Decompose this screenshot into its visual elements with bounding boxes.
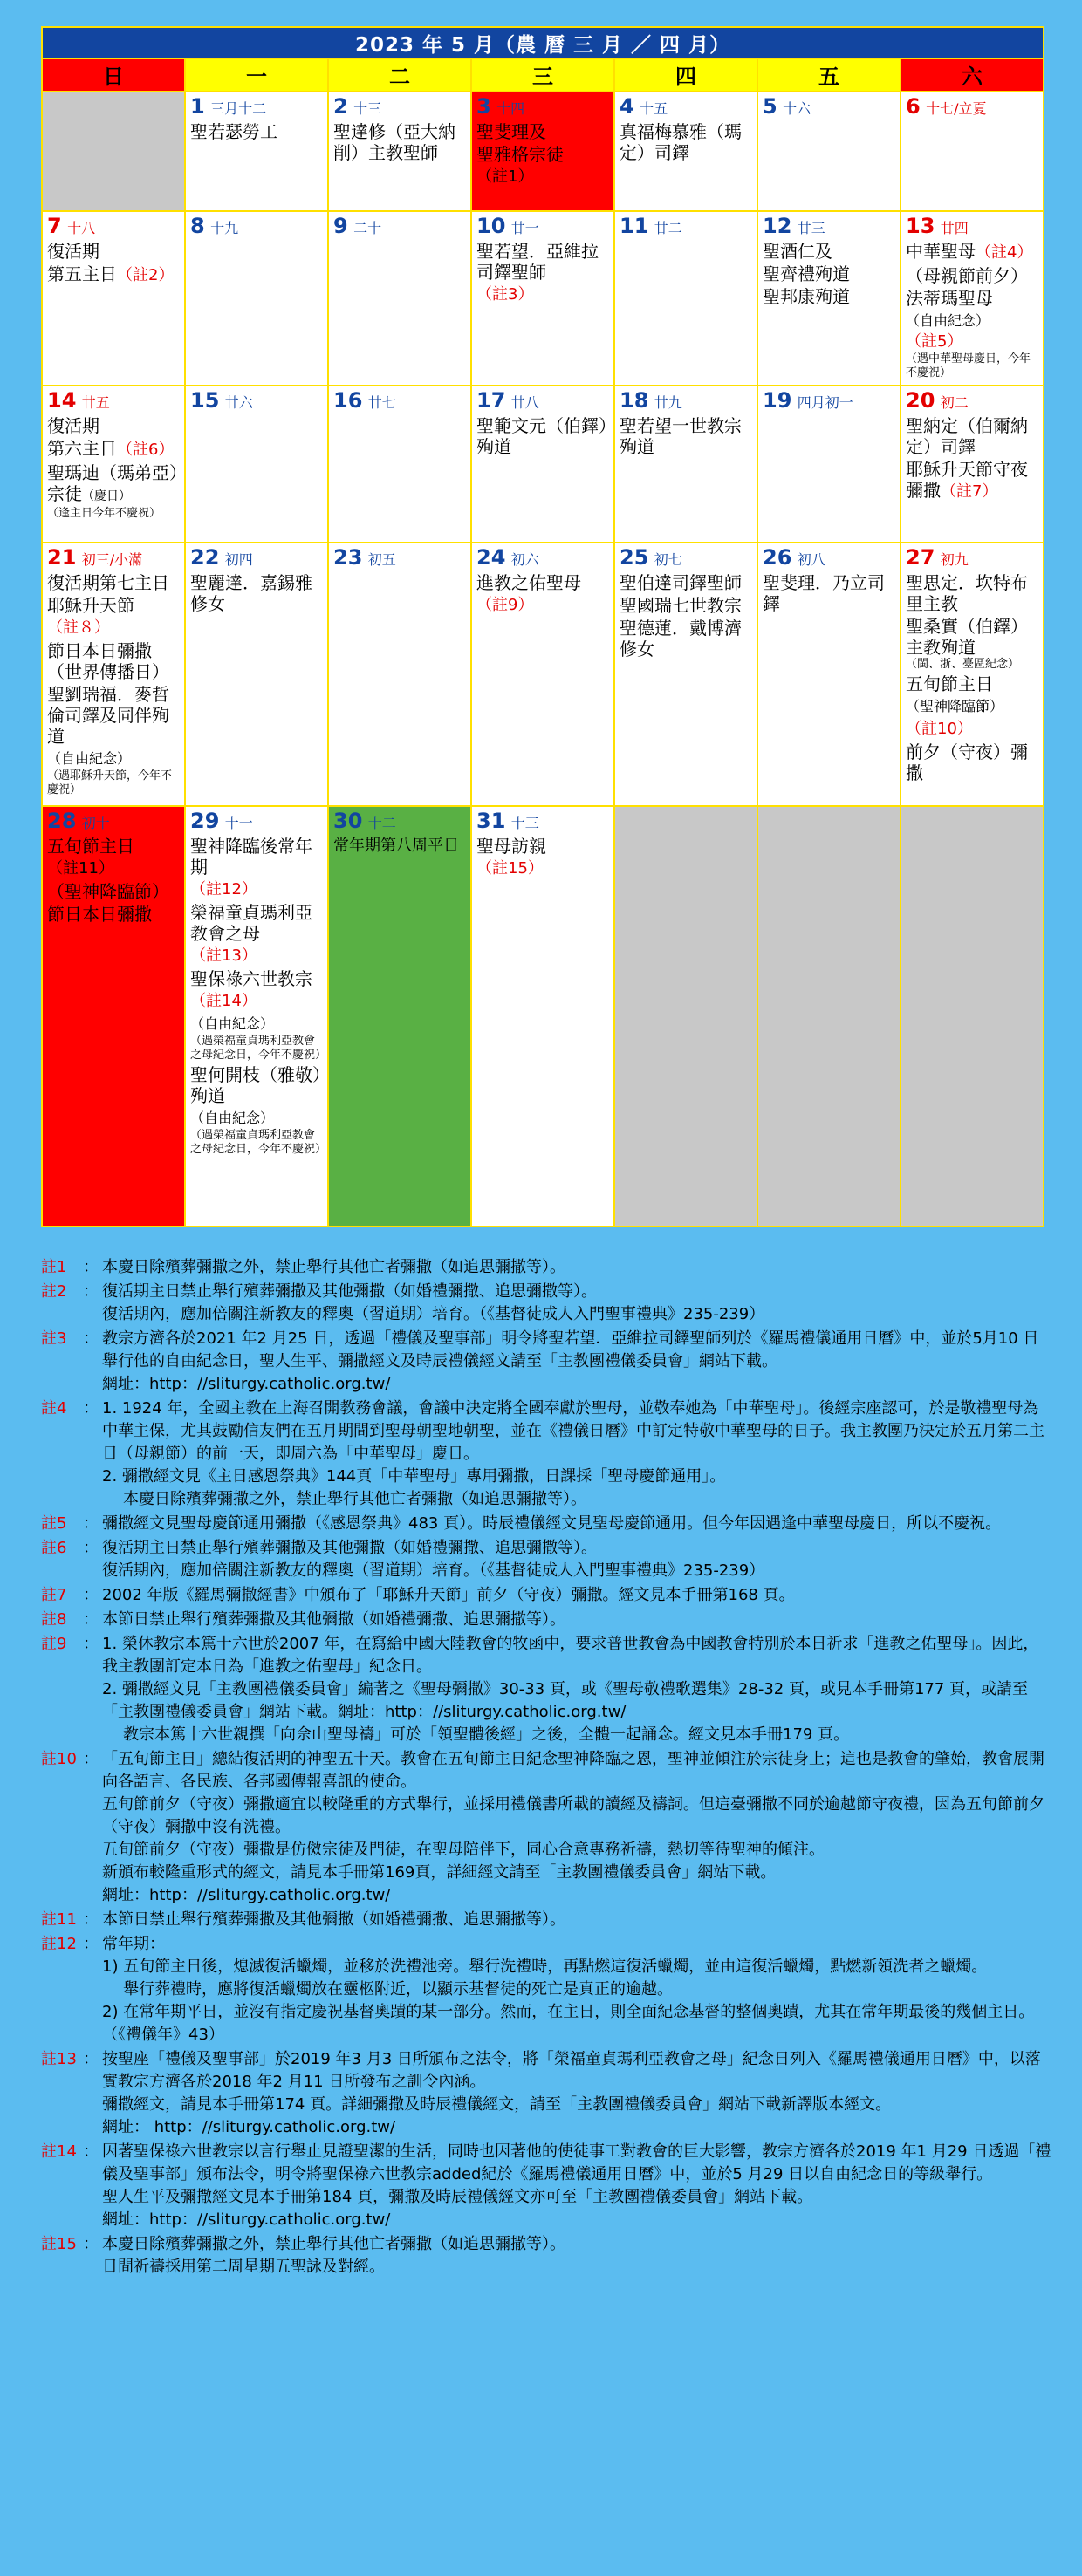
footnote-line: 「五旬節主日」總結復活期的神聖五十天。教會在五旬節主日紀念聖神降臨之恩，聖神並傾注於宗徒身上；這也是教會的肇始，教會展開向各語言、各民族、各邦國傳報喜訊的使命。 (102, 1750, 1044, 1791)
note-ref: （註15） (476, 859, 544, 878)
day-number: 26 (763, 545, 792, 570)
footnote (41, 1609, 1053, 1631)
footnote (41, 1584, 1053, 1607)
day-number: 18 (620, 388, 649, 413)
footnote-label: 註4 (41, 1399, 67, 1418)
footnote (41, 1537, 1053, 1582)
footnote-colon: ： (83, 1910, 99, 1929)
footnote-label: 註15 (41, 2235, 77, 2253)
week-row (42, 211, 1044, 386)
footnote-line: 五旬節前夕（守夜）彌撒是仿傚宗徒及門徒，在聖母陪伴下，同心合意專務祈禱，熱切等待聖神的傾注。 (102, 1841, 825, 1859)
footnote-body (102, 1281, 1053, 1326)
empty-cell (42, 92, 185, 211)
note-ref: （註８） (47, 618, 110, 637)
remark: （遇榮福童貞瑪利亞教會之母紀念日，今年不慶祝） (190, 1035, 327, 1062)
footnote-colon: ： (83, 1399, 99, 1418)
feast-name: 聖邦康殉道 (763, 286, 850, 307)
footnote-line: 1) 五旬節主日後，熄滅復活蠟燭，並移於洗禮池旁。舉行洗禮時，再點燃這復活蠟燭，並由這復活蠟燭，點燃新領洗者之蠟燭。 (102, 1958, 988, 1976)
lunar-date: 廿三 (797, 220, 825, 236)
footnote-body (102, 1609, 1053, 1631)
day-cell-27 (901, 543, 1044, 806)
footnote-line: 復活期內，應加倍關注新教友的釋奧（習道期）培育。（《基督徒成人入門聖事禮典》235-239） (102, 1305, 765, 1323)
footnote-colon: ： (83, 1635, 99, 1653)
day-cell-11 (614, 211, 757, 386)
footnote-line: 舉行葬禮時，應將復活蠟燭放在靈柩附近，以顯示基督徒的死亡是真正的逾越。 (123, 1980, 673, 1999)
week-row (42, 543, 1044, 806)
footnote-colon: ： (83, 1258, 99, 1276)
lunar-date: 十五 (640, 100, 668, 117)
day-number: 23 (333, 545, 363, 570)
day-number: 8 (190, 214, 205, 238)
footnote-body (102, 1256, 1053, 1279)
note-ref: （註2） (117, 266, 175, 284)
weekday-sat: 六 (901, 58, 1044, 92)
note-ref: （註7） (941, 482, 998, 501)
day-number: 7 (47, 214, 62, 238)
feast-name: 中華聖母 (906, 241, 976, 262)
feast-name: 聖達修（亞大納削）主教聖師 (333, 121, 455, 163)
day-number: 14 (47, 388, 77, 413)
lunar-date: 廿二 (654, 220, 682, 236)
lunar-date: 廿七 (367, 394, 396, 411)
lunar-date: 十一 (224, 815, 253, 831)
feast-name: 五旬節主日 (47, 836, 134, 857)
footnote-body (102, 1584, 1053, 1607)
feast-name: 五旬節主日 (906, 673, 993, 694)
lunar-date: 十二 (367, 815, 396, 831)
footnote-line: 本節日禁止舉行殯葬彌撒及其他彌撒（如婚禮彌撒、追思彌撒等）。 (102, 1910, 565, 1929)
day-cell-6 (901, 92, 1044, 211)
day-number: 12 (763, 214, 792, 238)
footnote-line: 教宗本篤十六世親撰「向佘山聖母禱」可於「領聖體後經」之後，全體一起誦念。經文見本手冊179 頁。 (123, 1725, 850, 1744)
footnote-line: 按聖座「禮儀及聖事部」於2019 年3 月3 日所頒布之法令，將「榮福童貞瑪利亞教會之母」紀念日列入《羅馬禮儀通用日曆》中，以落實教宗方濟各於2018 年2 月11 日所發布之訓令內涵。 (102, 2050, 1041, 2091)
day-number: 27 (906, 545, 935, 570)
feast-name: 節日本日彌撒（世界傳播日） (47, 640, 169, 682)
footnote-line: 復活期內，應加倍關注新教友的釋奧（習道期）培育。（《基督徒成人入門聖事禮典》235-239） (102, 1561, 765, 1580)
day-number: 3 (476, 94, 491, 119)
lunar-date: 十九 (210, 220, 239, 236)
week-row (42, 386, 1044, 543)
footnote-colon: ： (83, 1539, 99, 1557)
feast-name: （母親節前夕） (906, 265, 1028, 286)
day-number: 10 (476, 214, 506, 238)
day-cell-5 (757, 92, 901, 211)
note-ref: （註6） (117, 441, 175, 459)
feast-name: 聖麗達．嘉錫雅修女 (190, 572, 312, 614)
feast-name: 聖若望一世教宗殉道 (620, 415, 742, 457)
footnote-line: 2. 彌撒經文見「主教團禮儀委員會」編著之《聖母彌撒》30-33 頁，或《聖母敬禮歌選集》28-32 頁，或見本手冊第177 頁，或請至「主教團禮儀委員會」網站下載。網址：http：//sliturgy.catholic.org.tw/ (102, 1680, 1029, 1721)
feast-name: 聖神降臨後常年期 (190, 836, 312, 878)
day-number: 4 (620, 94, 634, 119)
feast-name: 聖若瑟勞工 (190, 121, 277, 142)
feast-name: 聖若望．亞維拉司鐸聖師 (476, 241, 599, 283)
footnote (41, 1513, 1053, 1535)
weekday-thu: 四 (614, 58, 757, 92)
day-cell-2 (328, 92, 471, 211)
remark: （閩、浙、臺區紀念） (906, 658, 1020, 671)
footnote-body (102, 1397, 1053, 1511)
lunar-date: 十六 (783, 100, 812, 117)
footnote-colon: ： (83, 1750, 99, 1768)
feast-name: 榮福童貞瑪利亞教會之母 (190, 902, 312, 944)
feast-name: 聖國瑞七世教宗 (620, 595, 742, 616)
footnote-label: 註6 (41, 1539, 67, 1557)
footnote-line: 教宗方濟各於2021 年2 月25 日，透過「禮儀及聖事部」明令將聖若望．亞維拉司鐸聖師列於《羅馬禮儀通用日曆》中，並於5月10 日舉行他的自由紀念日，聖人生平、彌撒經文及時辰禮儀經文請至「主教團禮儀委員會」網站下載。 (102, 1329, 1039, 1370)
footnote-line: 彌撒經文見聖母慶節通用彌撒（《感恩祭典》483 頁）。時辰禮儀經文見聖母慶節通用。但今年因遇逢中華聖母慶日，所以不慶祝。 (102, 1514, 1002, 1533)
feast-name: （聖神降臨節） (47, 881, 169, 902)
day-number: 19 (763, 388, 792, 413)
day-cell-31 (471, 806, 614, 1227)
footnote (41, 1748, 1053, 1907)
weekday-sun: 日 (42, 58, 185, 92)
weekday-tue: 二 (328, 58, 471, 92)
footnote-colon: ： (83, 2050, 99, 2068)
footnote-label: 註1 (41, 1258, 67, 1276)
footnote-body (102, 1328, 1053, 1396)
lunar-date: 初七 (654, 551, 682, 568)
footnote-label: 註3 (41, 1329, 67, 1348)
lunar-date: 廿八 (510, 394, 539, 411)
day-number: 30 (333, 809, 363, 833)
footnote-body (102, 1909, 1053, 1931)
footnote-line: 網址：http：//sliturgy.catholic.org.tw/ (102, 1886, 391, 1904)
note-ref: （註12） (190, 880, 257, 899)
day-cell-25 (614, 543, 757, 806)
day-number: 15 (190, 388, 220, 413)
day-cell-16 (328, 386, 471, 543)
day-number: 21 (47, 545, 77, 570)
feast-name: 復活期第七主日 (47, 572, 169, 593)
feast-name: 聖何開枝（雅敬）殉道 (190, 1064, 321, 1106)
note-ref: （註3） (476, 285, 534, 304)
day-number: 22 (190, 545, 220, 570)
day-number: 9 (333, 214, 348, 238)
footnote-line: 本慶日除殯葬彌撒之外，禁止舉行其他亡者彌撒（如追思彌撒等）。 (102, 2235, 565, 2253)
footnote-line: 1. 榮休教宗本篤十六世於2007 年，在寫給中國大陸教會的牧函中，要求普世教會為中國教會特別於本日祈求「進教之佑聖母」。因此，我主教團訂定本日為「進教之佑聖母」紀念日。 (102, 1635, 1039, 1676)
empty-cell (757, 806, 901, 1227)
feast-name: 聖伯達司鐸聖師 (620, 572, 742, 593)
day-cell-13 (901, 211, 1044, 386)
footnote-colon: ： (83, 2235, 99, 2253)
empty-cell (614, 806, 757, 1227)
day-cell-19 (757, 386, 901, 543)
day-cell-1 (185, 92, 328, 211)
footnote-label: 註8 (41, 1610, 67, 1629)
rank-label: （自由紀念） (190, 1110, 275, 1126)
weekday-fri: 五 (757, 58, 901, 92)
feast-name: 第五主日 (47, 263, 117, 284)
feast-name: 節日本日彌撒 (47, 904, 152, 925)
lunar-date: 四月初一 (797, 394, 853, 411)
feast-name: 聖劉瑞福．麥哲倫司鐸及同伴殉道 (47, 684, 169, 747)
rank-label: （自由紀念） (190, 1015, 275, 1032)
footnote-colon: ： (83, 1610, 99, 1629)
day-cell-23 (328, 543, 471, 806)
rank-label: （自由紀念） (47, 750, 132, 767)
lunar-date: 初十 (81, 815, 110, 831)
footnote (41, 2048, 1053, 2139)
day-cell-10 (471, 211, 614, 386)
footnote-line: 因著聖保祿六世教宗以言行舉止見證聖潔的生活，同時也因著他的使徒事工對教會的巨大影響，教宗方濟各於2019 年1 月29 日透過「禮儀及聖事部」頒布法令，明令將聖保祿六世教宗added紀於《羅馬禮儀通用日曆》中，並於5 月29 日以自由紀念日的等級舉行。 (102, 2142, 1051, 2183)
footnote-body (102, 2233, 1053, 2279)
rank-label: （聖神降臨節） (906, 698, 1004, 714)
footnote-line: 本節日禁止舉行殯葬彌撒及其他彌撒（如婚禮彌撒、追思彌撒等）。 (102, 1610, 565, 1629)
feast-name: 前夕（守夜）彌撒 (906, 741, 1028, 783)
footnote (41, 1933, 1053, 2046)
footnote-line: 日間祈禱採用第二周星期五聖詠及對經。 (102, 2258, 385, 2276)
footnote-body (102, 2048, 1053, 2139)
feast-name: 聖桑實（伯鐸）主教殉道 (906, 616, 1028, 658)
day-cell-18 (614, 386, 757, 543)
lunar-date: 初九 (940, 551, 969, 568)
day-number: 16 (333, 388, 363, 413)
note-ref: （註9） (476, 596, 534, 614)
lunar-date: 廿四 (940, 220, 969, 236)
day-number: 17 (476, 388, 506, 413)
footnote-line: 網址：http：//sliturgy.catholic.org.tw/ (102, 2210, 391, 2229)
footnote-label: 註11 (41, 1910, 77, 1929)
footnote (41, 1281, 1053, 1326)
feast-name: 聖範文元（伯鐸）殉道 (476, 415, 607, 457)
day-number: 29 (190, 809, 220, 833)
day-cell-7 (42, 211, 185, 386)
feast-name: 法蒂瑪聖母 (906, 288, 993, 309)
lunar-date: 十四 (496, 100, 525, 117)
feast-name: 聖母訪親 (476, 836, 546, 857)
day-cell-4 (614, 92, 757, 211)
day-number: 5 (763, 94, 777, 119)
footnote-line: 1. 1924 年，全國主教在上海召開教務會議，會議中決定將全國奉獻於聖母，並敬奉她為「中華聖母」。後經宗座認可，於是敬禮聖母為中華主保，尤其鼓勵信友們在五月期間到聖母朝聖地朝聖，並在《禮儀日曆》中訂定特敬中華聖母的日子。我主教團乃決定於五月第二主日（母親節）的前一天，即周六為「中華聖母」慶日。 (102, 1399, 1044, 1463)
day-cell-24 (471, 543, 614, 806)
feast-name: 復活期 (47, 415, 99, 436)
footnote-body (102, 1513, 1053, 1535)
note-ref: （註10） (906, 720, 973, 738)
footnote (41, 1909, 1053, 1931)
feast-name: 聖納定（伯爾納定）司鐸 (906, 415, 1028, 457)
lunar-date: 十八 (67, 220, 96, 236)
feast-name: 復活期 (47, 241, 99, 262)
footnote-body (102, 2141, 1053, 2231)
footnote-line: 本慶日除殯葬彌撒之外，禁止舉行其他亡者彌撒（如追思彌撒等）。 (123, 1490, 586, 1508)
footnote-line: 復活期主日禁止舉行殯葬彌撒及其他彌撒（如婚禮彌撒、追思彌撒等）。 (102, 1539, 597, 1557)
lunar-date: 初四 (224, 551, 253, 568)
day-cell-17 (471, 386, 614, 543)
remark: （遇榮福童貞瑪利亞教會之母紀念日，今年不慶祝） (190, 1129, 327, 1156)
day-cell-20 (901, 386, 1044, 543)
day-cell-8 (185, 211, 328, 386)
footnote-colon: ： (83, 2142, 99, 2161)
footnote-colon: ： (83, 1586, 99, 1604)
day-number: 25 (620, 545, 649, 570)
weekday-header (42, 58, 1044, 92)
day-cell-14 (42, 386, 185, 543)
feast-name: 真福梅慕雅（瑪定）司鐸 (620, 121, 742, 163)
feast-name: 聖保祿六世教宗 (190, 968, 312, 989)
footnote-label: 註9 (41, 1635, 67, 1653)
footnote-body (102, 1748, 1053, 1907)
footnote-line: 五旬節前夕（守夜）彌撒適宜以較隆重的方式舉行，並採用禮儀書所載的讀經及禱詞。但這臺彌撒不同於逾越節守夜禮，因為五旬節前夕（守夜）彌撒中沒有洗禮。 (102, 1795, 1044, 1836)
footnotes (41, 1256, 1053, 2280)
footnote-body (102, 1633, 1053, 1746)
footnote-label: 註2 (41, 1282, 67, 1301)
day-number: 28 (47, 809, 77, 833)
footnote-colon: ： (83, 1282, 99, 1301)
footnote-label: 註5 (41, 1514, 67, 1533)
footnote (41, 1397, 1053, 1511)
footnote-line: 2. 彌撒經文見《主日感恩祭典》144頁「中華聖母」專用彌撒，日課採「聖母慶節通用」。 (102, 1467, 726, 1486)
day-cell-28 (42, 806, 185, 1227)
lunar-date: 二十 (353, 220, 382, 236)
lunar-date: 初八 (797, 551, 825, 568)
remark: （逢主日今年不慶祝） (47, 507, 161, 520)
footnote-colon: ： (83, 1514, 99, 1533)
footnote-label: 註14 (41, 2142, 77, 2161)
rank-label: （自由紀念） (906, 312, 990, 329)
footnote-body (102, 1933, 1053, 2046)
day-number: 20 (906, 388, 935, 413)
day-number: 31 (476, 809, 506, 833)
calendar-title: 2023 年 5 月（農 曆 三 月 ／ 四 月） (42, 27, 1044, 58)
feast-name: 聖齊禮殉道 (763, 263, 850, 284)
note-ref: （註11） (47, 859, 114, 878)
footnote-line: 新頒布較隆重形式的經文，請見本手冊第169頁，詳細經文請至「主教團禮儀委員會」網站下載。 (102, 1863, 777, 1882)
day-number: 2 (333, 94, 348, 119)
lunar-date: 廿五 (81, 394, 110, 411)
footnote-label: 註13 (41, 2050, 77, 2068)
remark: （遇耶穌升天節，今年不慶祝） (47, 769, 173, 796)
footnote-label: 註12 (41, 1935, 77, 1953)
note-ref: （註14） (190, 992, 257, 1010)
lunar-date: 十三 (510, 815, 539, 831)
empty-cell (901, 806, 1044, 1227)
feast-name: 第六主日 (47, 438, 117, 459)
footnote-line: 本慶日除殯葬彌撒之外，禁止舉行其他亡者彌撒（如追思彌撒等）。 (102, 1258, 565, 1276)
footnote-line: 2002 年版《羅馬彌撒經書》中頒布了「耶穌升天節」前夕（守夜）彌撒。經文見本手冊第168 頁。 (102, 1586, 795, 1604)
day-cell-9 (328, 211, 471, 386)
weekday-mon: 一 (185, 58, 328, 92)
note-ref: （註4） (976, 243, 1033, 262)
day-number: 24 (476, 545, 506, 570)
day-cell-30 (328, 806, 471, 1227)
footnote-colon: ： (83, 1935, 99, 1953)
footnote-colon: ： (83, 1329, 99, 1348)
rank-label: （慶日） (82, 489, 131, 503)
feast-name: 聖瑪迪（瑪弟亞）宗徒 (47, 462, 178, 504)
feast-name: 聖德蓮．戴博濟修女 (620, 618, 742, 659)
feast-name: 聖斐理．乃立司鐸 (763, 572, 885, 614)
footnote (41, 1633, 1053, 1746)
feast-name: 耶穌升天節 (47, 595, 134, 616)
note-ref: （註13） (190, 946, 257, 965)
day-number: 11 (620, 214, 649, 238)
day-cell-22 (185, 543, 328, 806)
feast-name: 耶穌升天節守夜彌撒 (906, 459, 1028, 501)
feast-name: 聖斐理及 (476, 121, 546, 142)
feast-name: 聖酒仁及 (763, 241, 832, 262)
footnote (41, 2141, 1053, 2231)
feast-name: 進教之佑聖母 (476, 572, 581, 593)
lunar-date: 三月十二 (210, 100, 267, 117)
day-cell-15 (185, 386, 328, 543)
day-cell-3 (471, 92, 614, 211)
day-cell-21 (42, 543, 185, 806)
week-row (42, 92, 1044, 211)
lunar-date: 初三/小滿 (81, 551, 143, 568)
day-number: 6 (906, 94, 921, 119)
calendar-table (41, 26, 1044, 1227)
footnote-line: 2) 在常年期平日，並沒有指定慶祝基督奧蹟的某一部分。然而，在主日，則全面紀念基督的整個奧蹟，尤其在常年期最後的幾個主日。（《禮儀年》43） (102, 2003, 1035, 2044)
note-ref: （註5） (906, 332, 963, 351)
footnote (41, 1328, 1053, 1396)
note-ref: （註1） (476, 167, 534, 186)
lunar-date: 十七/立夏 (926, 100, 987, 117)
day-cell-26 (757, 543, 901, 806)
footnote-line: 復活期主日禁止舉行殯葬彌撒及其他彌撒（如婚禮彌撒、追思彌撒等）。 (102, 1282, 597, 1301)
day-number: 1 (190, 94, 205, 119)
feast-name: 聖思定．坎特布里主教 (906, 572, 1028, 614)
week-row (42, 806, 1044, 1227)
footnote-line: 彌撒經文，請見本手冊第174 頁。詳細彌撒及時辰禮儀經文，請至「主教團禮儀委員會」網站下載新譯版本經文。 (102, 2095, 892, 2114)
lunar-date: 初二 (940, 394, 969, 411)
footnote-line: 常年期： (102, 1935, 165, 1953)
lunar-date: 初五 (367, 551, 396, 568)
footnote (41, 2233, 1053, 2279)
day-cell-29 (185, 806, 328, 1227)
footnote-line: 網址：http：//sliturgy.catholic.org.tw/ (102, 1375, 391, 1393)
footnote-line: 聖人生平及彌撒經文見本手冊第184 頁，彌撒及時辰禮儀經文亦可至「主教團禮儀委員會」網站下載。 (102, 2188, 813, 2206)
lunar-date: 初六 (510, 551, 539, 568)
weekday-wed: 三 (471, 58, 614, 92)
lunar-date: 十三 (353, 100, 382, 117)
remark: （遇中華聖母慶日，今年不慶祝） (906, 352, 1031, 379)
lunar-date: 廿六 (224, 394, 253, 411)
feast-name: 常年期第八周平日 (333, 837, 459, 855)
day-number: 13 (906, 214, 935, 238)
footnote-label: 註7 (41, 1586, 67, 1604)
feast-name: 聖雅格宗徒 (476, 144, 564, 165)
footnote-body (102, 1537, 1053, 1582)
lunar-date: 廿一 (510, 220, 539, 236)
day-cell-12 (757, 211, 901, 386)
footnote-label: 註10 (41, 1750, 77, 1768)
lunar-date: 廿九 (654, 394, 682, 411)
footnote (41, 1256, 1053, 1279)
footnote-line: 網址： http：//sliturgy.catholic.org.tw/ (102, 2118, 396, 2136)
